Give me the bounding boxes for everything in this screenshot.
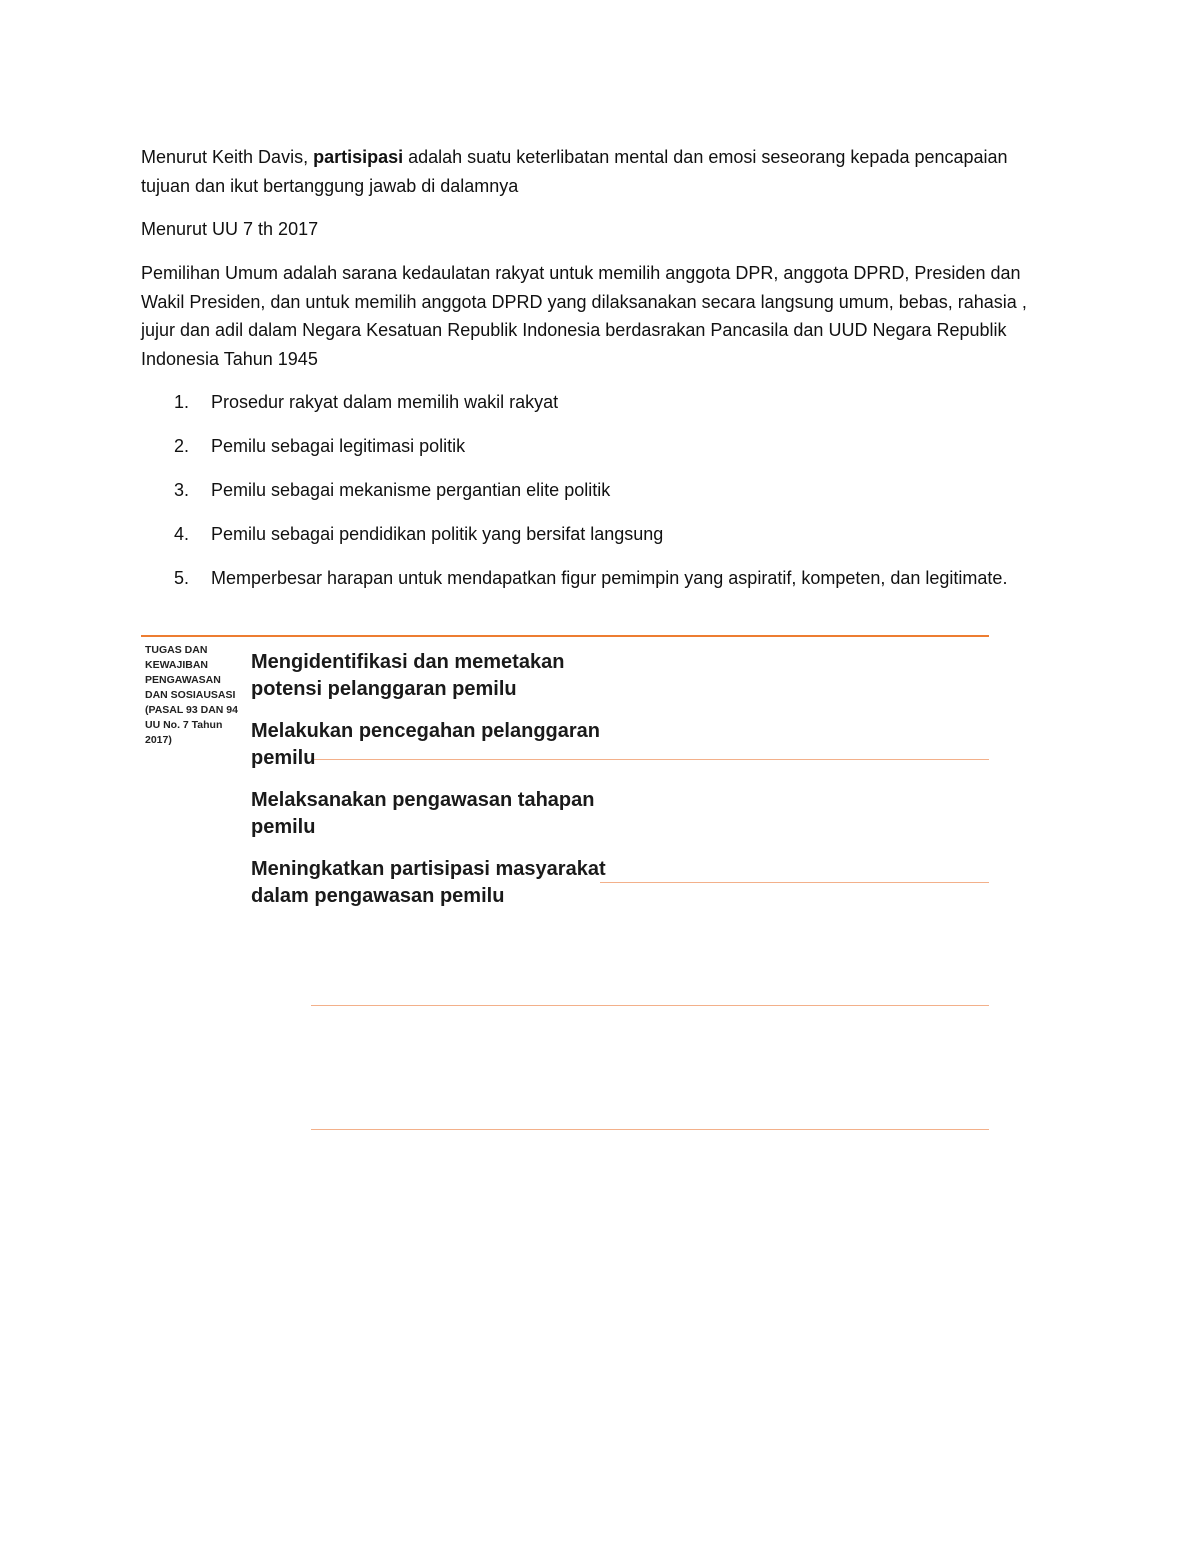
task-item: Mengidentifikasi dan memetakan potensi pelanggaran pemilu [251,651,565,700]
list-number: 1. [174,392,190,412]
task-item: Melakukan pencegahan pelanggaran pemilu [251,720,600,769]
list-item [141,564,1041,592]
list-text: Pemilu sebagai legitimasi politik [211,436,466,456]
list-text: Pemilu sebagai mekanisme pergantian elite politik [211,480,611,500]
list-text: Prosedur rakyat dalam memilih wakil rakyat [211,392,559,412]
list-number: 3. [174,480,190,500]
intro-paragraph [141,143,1061,200]
list-text: Pemilu sebagai pendidikan politik yang bersifat langsung [211,524,664,544]
list-text: Memperbesar harapan untuk mendapatkan figur pemimpin yang aspiratif, kompeten, dan legitimate. [211,568,1008,588]
diagram-top-rule [141,635,989,637]
task-item: Melaksanakan pengawasan tahapan pemilu [251,789,595,838]
diagram-divider [600,882,989,883]
task-list [251,649,631,925]
diagram-side-label: TUGAS DAN KEWAJIBAN PENGAWASAN DAN SOSIAUSASI (PASAL 93 DAN 94 UU No. 7 Tahun 2017) [145,644,238,746]
list-number: 2. [174,436,190,456]
uu-heading: Menurut UU 7 th 2017 [141,219,319,239]
list-item [141,520,1041,548]
list-item [141,476,1041,504]
intro-text-end: adalah suatu keterlibatan mental dan emosi seseorang kepada pencapaian tujuan dan ikut bertanggung jawab di dalamnya [141,147,1008,196]
list-number: 4. [174,524,190,544]
function-list [141,388,1041,608]
task-item: Meningkatkan partisipasi masyarakat dalam pengawasan pemilu [251,858,606,907]
definition-paragraph: Pemilihan Umum adalah sarana kedaulatan rakyat untuk memilih anggota DPR, anggota DPRD, Presiden dan Wakil Presiden, dan untuk memilih anggota DPRD yang dilaksanakan secara langsung umum, bebas, rahasia , jujur dan adil dalam Negara Kesatuan Republik Indonesia berdasrakan Pancasila dan UUD Negara Republik Indonesia Tahun 1945 [141,263,1027,369]
list-number: 5. [174,568,190,588]
list-item [141,388,1041,416]
diagram-divider [311,1005,989,1006]
intro-text-start: Menurut Keith Davis, [141,147,314,167]
intro-bold-term: partisipasi [313,147,404,167]
diagram-divider [311,1129,989,1130]
list-item [141,432,1041,460]
